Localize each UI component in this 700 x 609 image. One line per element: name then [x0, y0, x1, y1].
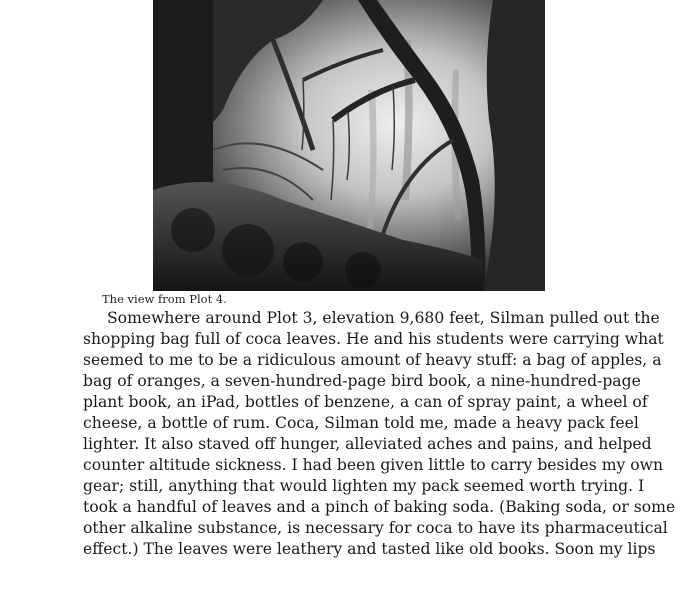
- paragraph-line: lighter. It also staved off hunger, alleviated aches and pains, and helped: [83, 435, 652, 453]
- paragraph-line: bag of oranges, a seven-hundred-page bird book, a nine-hundred-page: [83, 372, 641, 390]
- paragraph-line: seemed to me to be a ridiculous amount of heavy stuff: a bag of apples, a: [83, 351, 662, 369]
- paragraph-line: other alkaline substance, is necessary for coca to have its pharmaceutical: [83, 519, 668, 537]
- paragraph-line: shopping bag full of coca leaves. He and his students were carrying what: [83, 330, 664, 348]
- paragraph-line: gear; still, anything that would lighten my pack seemed worth trying. I: [83, 477, 645, 495]
- paragraph-line: plant book, an iPad, bottles of benzene, a can of spray paint, a wheel of: [83, 393, 648, 411]
- paragraph-line: took a handful of leaves and a pinch of baking soda. (Baking soda, or some: [83, 498, 676, 516]
- body-paragraph: [83, 308, 676, 560]
- forest-photo: [153, 0, 545, 291]
- paragraph-line: effect.) The leaves were leathery and tasted like old books. Soon my lips: [83, 540, 656, 558]
- paragraph-line: Somewhere around Plot 3, elevation 9,680 feet, Silman pulled out the: [107, 309, 660, 327]
- paragraph-line: cheese, a bottle of rum. Coca, Silman told me, made a heavy pack feel: [83, 414, 639, 432]
- figure-caption: The view from Plot 4.: [102, 292, 227, 306]
- paragraph-line: counter altitude sickness. I had been given little to carry besides my own: [83, 456, 664, 474]
